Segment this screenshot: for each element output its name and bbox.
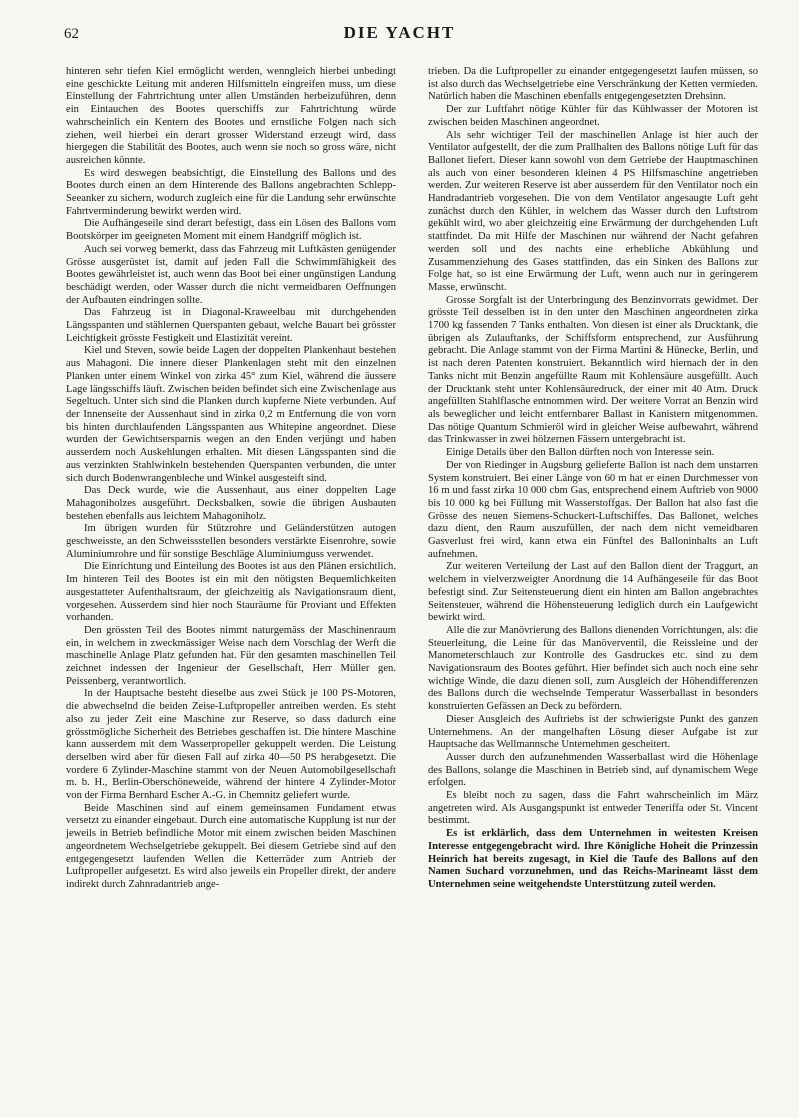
- paragraph: Als sehr wichtiger Teil der maschinellen Anlage ist hier auch der Ventilator aufgestellt, der die zum Prallhalten des Ballons nötige Luft für das Ballonet liefert. Dieser kann sowohl von dem Getriebe der Hauptmaschinen als auch von einer besonderen kleinen 4 PS Hilfsmaschine angetrieben werden. Zur weiteren Reserve ist aber ausserdem für den Ventilator noch ein Handradantrieb vorgesehen. Die von dem Ventilator angesaugte Luft geht zunächst durch den Kühler, in welchem das Wasser durch den Luftstrom gekühlt wird, wo aber gleichzeitig eine Erwärmung der durchgehenden Luft stattfindet. Da mit Hilfe der Maschinen nur während der Nacht gefahren werden soll und des nachts eine erhebliche Abkühlung und Zusammenziehung des Gases stattfinden, das ein Sinken des Ballons zur Folge hat, so ist eine Erwärmung der Luft, wenn auch nur in geringerem Masse, erwünscht.: [428, 129, 758, 293]
- paragraph: Den grössten Teil des Bootes nimmt naturgemäss der Maschinenraum ein, in welchem in zweckmässiger Weise nach dem Vorschlag der Werft die maschinelle Anlage Platz gefunden hat. Für den gesamten maschinellen Teil zeichnet indessen der Ingenieur der Gesellschaft, Herr Müller gen. Peissenberg, verantwortlich.: [66, 624, 396, 687]
- paragraph: hinteren sehr tiefen Kiel ermöglicht werden, wenngleich hierbei unbedingt eine geschickte Leitung mit anderen Hilfsmitteln eingreifen muss, um diese Einstellung der Fahrtrichtung unter allen Umständen herbeizuführen, denn ein Eintauchen des Bootes querschiffs zur Fahrtrichtung würde wahrscheinlich ein Kentern des Bootes und ernstliche Folgen nach sich ziehen, weil hierbei ein derart grosser Widerstand erzeugt wird, dass hiergegen die Stabilität des Bootes, auch wenn sie noch so gross wäre, nicht ausreichen könnte.: [66, 66, 396, 166]
- paragraph: Kiel und Steven, sowie beide Lagen der doppelten Plankenhaut bestehen aus Mahagoni. Die innere dieser Plankenlagen steht mit den einzelnen Planken unter einem Winkel von zirka 45° zum Kiel, während die äussere Lage längsschiffs läuft. Zwischen beiden befindet sich eine Zwischenlage aus Segeltuch. Unter sich sind die Planken durch kupferne Niete verbunden. Auf der Innenseite der Aussenhaut sind in zirka 0,2 m Entfernung die von vorn bis hinten durchlaufenden Längsspanten aus Whitepine angeordnet. Diese wurden der Gewichtsersparnis wegen an den Enden verjüngt und haben ausserdem noch Auskehlungen erhalten. Mit diesen Längsspanten sind die aus verzinkten Stahlwinkeln bestehenden Querspanten verbunden, die unter sich durch Bodenwrangenbleche und Winkel ausgesteift sind.: [66, 345, 396, 484]
- running-title: DIE YACHT: [343, 23, 456, 42]
- paragraph: Dieser Ausgleich des Auftriebs ist der schwierigste Punkt des ganzen Unternehmens. An der mangelhaften Lösung dieser Aufgabe ist zur Hauptsache das Wellmannsche Unternehmen gescheitert.: [428, 713, 758, 751]
- paragraph: Die Aufhängeseile sind derart befestigt, dass ein Lösen des Ballons vom Bootskörper im geeigneten Moment mit einem Handgriff möglich ist.: [66, 218, 396, 243]
- paragraph: Das Deck wurde, wie die Aussenhaut, aus einer doppelten Lage Mahagoniholzes ausgeführt. Decksbalken, sowie die übrigen Ausbauten bestehen ebenfalls aus leichtem Mahagoniholz.: [66, 485, 396, 522]
- closing-paragraph: Es ist erklärlich, dass dem Unternehmen in weitesten Kreisen Interesse entgegengebracht wird. Ihre Königliche Hoheit die Prinzessin Heinrich hat bereits zugesagt, in Kiel die Taufe des Ballons auf den Namen Suchard vorzunehmen, und das Reichs-Marineamt lässt dem Unternehmen seine weitgehendste Unterstützung zuteil werden.: [428, 828, 758, 890]
- left-column: [66, 66, 396, 892]
- paragraph: Ausser durch den aufzunehmenden Wasserballast wird die Höhenlage des Ballons, solange die Maschinen in Betrieb sind, auf dynamischem Wege erfolgen.: [428, 751, 758, 789]
- paragraph: Grosse Sorgfalt ist der Unterbringung des Benzinvorrats gewidmet. Der grösste Teil desselben ist in den unter den Maschinen angeordneten zirka 1700 kg fassenden 7 Tanks enthalten. Von diesen ist einer als Drucktank, die übrigen als Zulauftanks, der Schiffsform entsprechend, zur Ausführung gebracht. Die Anlage stammt von der Firma Martini & Hünecke, Berlin, und ist nach deren Patenten konstruiert. Bekanntlich wird hiernach der in den Tanks nicht mit Benzin angefüllte Raum mit Kohlensäure ausgefüllt. Auch der Drucktank steht unter Kohlensäuredruck, der einer mit 40 Atm. Druck angefüllten Stahlflasche entnommen wird. Der weitere Vorrat an Benzin wird als beweglicher und leicht entfernbarer Ballast in Kanistern mitgenommen. Das nötige Quantum Schmieröl wird in gleicher Weise aufbewahrt, während das Trinkwasser in zwei hölzernen Fässern untergebracht ist.: [428, 294, 758, 446]
- paragraph: Zur weiteren Verteilung der Last auf den Ballon dient der Traggurt, an welchem in vielverzweigter Anordnung die 14 Aufhängeseile für das Boot befestigt sind. Zur Seitensteuerung dient ein hinten am Ballon angebrachtes Seitensteuer, während die Höhensteuerung lediglich durch ein Laufgewicht bewirkt wird.: [428, 561, 758, 624]
- paragraph: trieben. Da die Luftpropeller zu einander entgegengesetzt laufen müssen, so ist also durch das Wechselgetriebe eine Verschränkung der Ketten vermieden. Natürlich haben die Maschinen ebenfalls entgegengesetzten Drehsinn.: [428, 66, 758, 103]
- paragraph: Alle die zur Manövrierung des Ballons dienenden Vorrichtungen, als: die Steuerleitung, die Leine für das Manöverventil, die Reissleine und der Manometerschlauch zur Kontrolle des Gasdruckes etc. sind zu dem Navigationsraum des Bootes geführt. Hier befindet sich auch noch eine sehr wichtige Winde, die dazu dienen soll, zum Ausgleich der Höhendifferenzen des Ballons durch die wechselnde Temperatur Wasserballast in besonders konstruierten Gefässen an Deck zu befördern.: [428, 624, 758, 713]
- paragraph: Der von Riedinger in Augsburg gelieferte Ballon ist nach dem unstarren System konstruiert. Bei einer Länge von 60 m hat er einen Durchmesser von 16 m und fasst zirka 10 000 cbm Gas, entsprechend einem Auftrieb von 9000 bis 10 000 kg bei Füllung mit Wasserstoffgas. Der Ballon hat also fast die Grösse des neuen Siemens-Schuckert-Luftschiffes. Das Ballonet, welches dazu dient, den Raum auszufüllen, der nach dem nicht vemeidbaren Gasverlust frei wird, kann etwa ein Fünftel des Balloninhalts an Luft aufnehmen.: [428, 459, 758, 560]
- page-number: 62: [64, 26, 79, 42]
- paragraph: Auch sei vorweg bemerkt, dass das Fahrzeug mit Luftkästen genügender Grösse ausgerüstet ist, damit auf jeden Fall die Schwimmfähigkeit des Bootes gewährleistet ist, auch wenn das Boot bei einer ungünstigen Landung beschädigt werden, oder Wasser durch die nicht vermeidbaren Oeffnungen der Aufbauten eindringen sollte.: [66, 243, 396, 306]
- paragraph: Es wird deswegen beabsichtigt, die Einstellung des Ballons und des Bootes durch einen an dem Hinterende des Ballons angebrachten Schlepp-Seeanker zu sichern, wodurch zugleich eine für die Landung sehr erwünschte Fahrtverminderung bewirkt werden wird.: [66, 167, 396, 217]
- paragraph: Im übrigen wurden für Stützrohre und Geländerstützen autogen geschweisste, an den Schweissstellen besonders verstärkte Eisenrohre, sowie Aluminiumrohre und für sonstige Beschläge Aluminiumguss verwendet.: [66, 523, 396, 560]
- paragraph: Beide Maschinen sind auf einem gemeinsamen Fundament etwas versetzt zu einander eingebaut. Durch eine automatische Kupplung ist nur der jeweils in Betrieb befindliche Motor mit einem zwischen beiden Maschinen angeordnetem Wechselgetriebe gekuppelt. Bei diesem Getriebe sind auf den entgegengesetzt laufenden Wellen die Ketterräder zum Antrieb der Luftpropeller aufgesetzt. Es wird also jeweils ein Propeller direkt, der andere indirekt durch Zahnradantrieb ange-: [66, 802, 396, 890]
- paragraph: Einige Details über den Ballon dürften noch von Interesse sein.: [446, 447, 715, 459]
- paragraph: Es bleibt noch zu sagen, dass die Fahrt wahrscheinlich im März angetreten wird. Als Ausgangspunkt ist entweder Teneriffa oder St. Vincent bestimmt.: [428, 790, 758, 827]
- paragraph: In der Hauptsache besteht dieselbe aus zwei Stück je 100 PS-Motoren, die abwechselnd die beiden Zeise-Luftpropeller antreiben werden. Es steht also zu jeder Zeit eine Maschine zur Reserve, so dass dadurch eine grösstmögliche Sicherheit des Betriebes geschaffen ist. Die hintere Maschine kann ausserdem mit dem Wasserpropeller gekuppelt werden. Die Leistung derselben wird aber für diesen Fall auf zirka 40—50 PS herabgesetzt. Die vordere 6 Zylinder-Maschine stammt von der Neuen Automobilgesellschaft m. b. H., Berlin-Oberschöneweide, während der hintere 4 Zylinder-Motor von der Firma Bernhard Escher A.-G. in Chemnitz geliefert wurde.: [66, 688, 396, 802]
- paragraph: Der zur Luftfahrt nötige Kühler für das Kühlwasser der Motoren ist zwischen beiden Maschinen angeordnet.: [428, 104, 758, 128]
- paragraph: Das Fahrzeug ist in Diagonal-Kraweelbau mit durchgehenden Längsspanten und stählernen Querspanten gebaut, welche Bauart bei grösster Leichtigkeit grösste Festigkeit und Elastizität vereint.: [66, 307, 396, 344]
- paragraph: Die Einrichtung und Einteilung des Bootes ist aus den Plänen ersichtlich. Im hinteren Teil des Bootes ist ein mit den nötigsten Bequemlichkeiten ausgestatteter Aufenthaltsraum, der gleichzeitig als Navigationsraum dient, vorgesehen. Ausserdem sind hier noch Stauräume für Proviant und Effekten vorhanden.: [66, 561, 396, 624]
- right-column: [428, 66, 758, 892]
